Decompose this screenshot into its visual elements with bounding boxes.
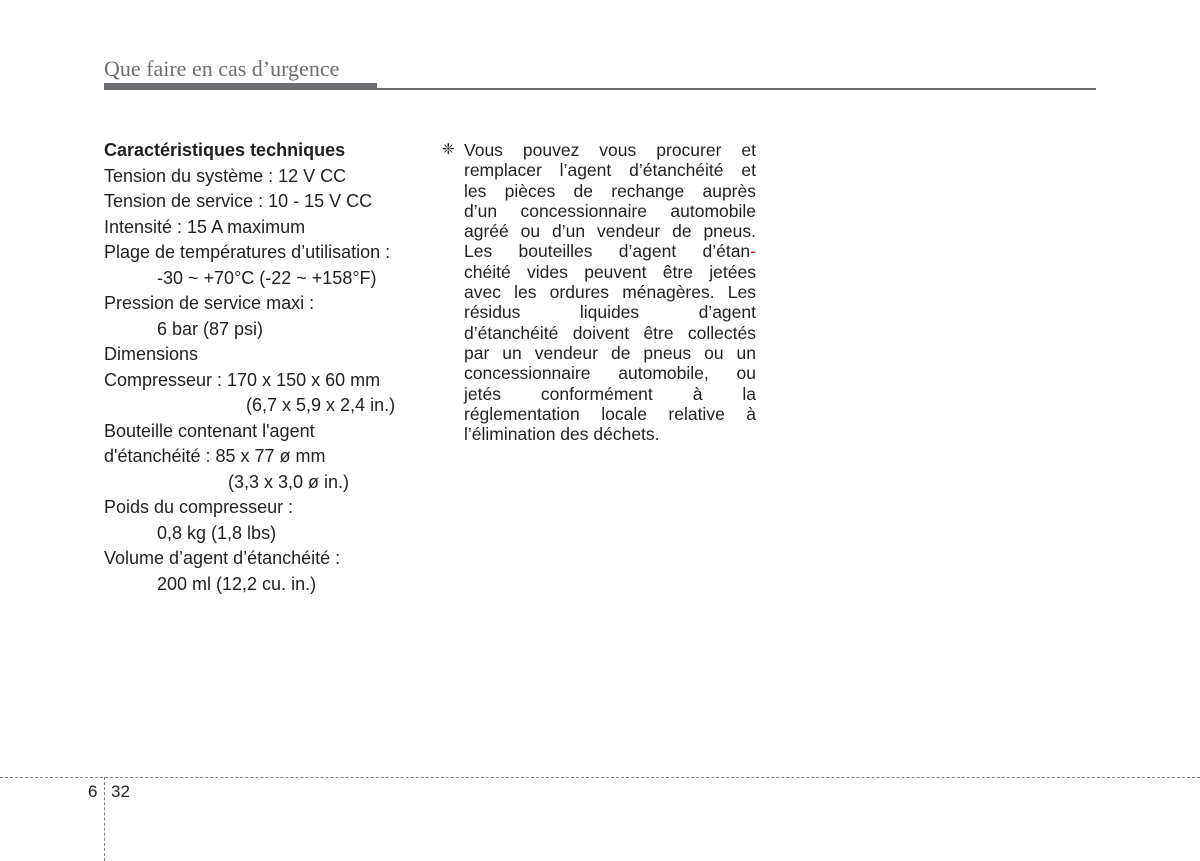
spec-system-voltage: Tension du système : 12 V CC (104, 165, 347, 186)
page-number: 32 (111, 782, 130, 801)
technical-specs (104, 138, 434, 597)
spec-dimensions-label: Dimensions (104, 344, 199, 364)
note-line: chéité vides peuvent être jetées (464, 261, 756, 282)
note-line-text: Les bouteilles d’agent d’étan (464, 241, 751, 262)
spec-compressor-dimensions-in: (6,7 x 5,9 x 2,4 in.) (246, 395, 396, 415)
header-rule-thick (104, 83, 377, 90)
note-bullet-icon: ❈ (442, 141, 455, 158)
spec-pressure-value: 6 bar (87 psi) (157, 318, 264, 339)
note-line: remplacer l’agent d’étanchéité et (464, 160, 756, 181)
spec-bottle-dimensions: d'étanchéité : 85 x 77 ø mm (104, 446, 326, 466)
footer-dashed-divider (104, 777, 105, 861)
spec-weight-value: 0,8 kg (1,8 lbs) (157, 522, 277, 543)
note-line: résidus liquides d’agent (464, 302, 756, 323)
spec-pressure-label: Pression de service maxi : (104, 293, 315, 313)
note-line: avec les ordures ménagères. Les (464, 282, 756, 303)
note-line: concessionnaire automobile, ou (464, 363, 756, 384)
note-paragraph (442, 140, 756, 444)
note-line: les pièces de rechange auprès (464, 180, 756, 201)
note-hyphen: - (750, 241, 756, 262)
note-line: d’un concessionnaire automobile (464, 200, 756, 221)
spec-volume-label: Volume d’agent d’étanchéité : (104, 548, 341, 568)
note-line: réglementation locale relative à (464, 403, 756, 424)
note-line: jetés conformément à la (464, 383, 756, 404)
note-line: l’élimination des déchets. (464, 424, 660, 445)
note-line: d’étanchéité doivent être collectés (464, 322, 756, 343)
spec-temperature-value: -30 ~ +70°C (-22 ~ +158°F) (157, 267, 377, 288)
spec-bottle-label: Bouteille contenant l'agent (104, 420, 315, 441)
page-header-title: Que faire en cas d’urgence (104, 56, 340, 81)
note-line (464, 241, 756, 261)
spec-current: Intensité : 15 A maximum (104, 216, 306, 237)
footer-dashed-rule (0, 777, 1200, 778)
chapter-number: 6 (88, 782, 98, 801)
specs-heading: Caractéristiques techniques (104, 140, 346, 160)
note-body (464, 140, 756, 444)
note-line: Vous pouvez vous procurer et (464, 140, 756, 160)
spec-volume-value: 200 ml (12,2 cu. in.) (157, 573, 317, 594)
header-rule-thin (377, 88, 1096, 90)
spec-temperature-label: Plage de températures d’utilisation : (104, 242, 391, 262)
spec-bottle-dimensions-in: (3,3 x 3,0 ø in.) (228, 471, 350, 492)
note-line: par un vendeur de pneus ou un (464, 342, 756, 363)
note-line: agréé ou d’un vendeur de pneus. (464, 221, 756, 242)
spec-compressor-dimensions: Compresseur : 170 x 150 x 60 mm (104, 369, 381, 390)
spec-operating-voltage: Tension de service : 10 - 15 V CC (104, 191, 373, 211)
spec-weight-label: Poids du compresseur : (104, 497, 294, 517)
